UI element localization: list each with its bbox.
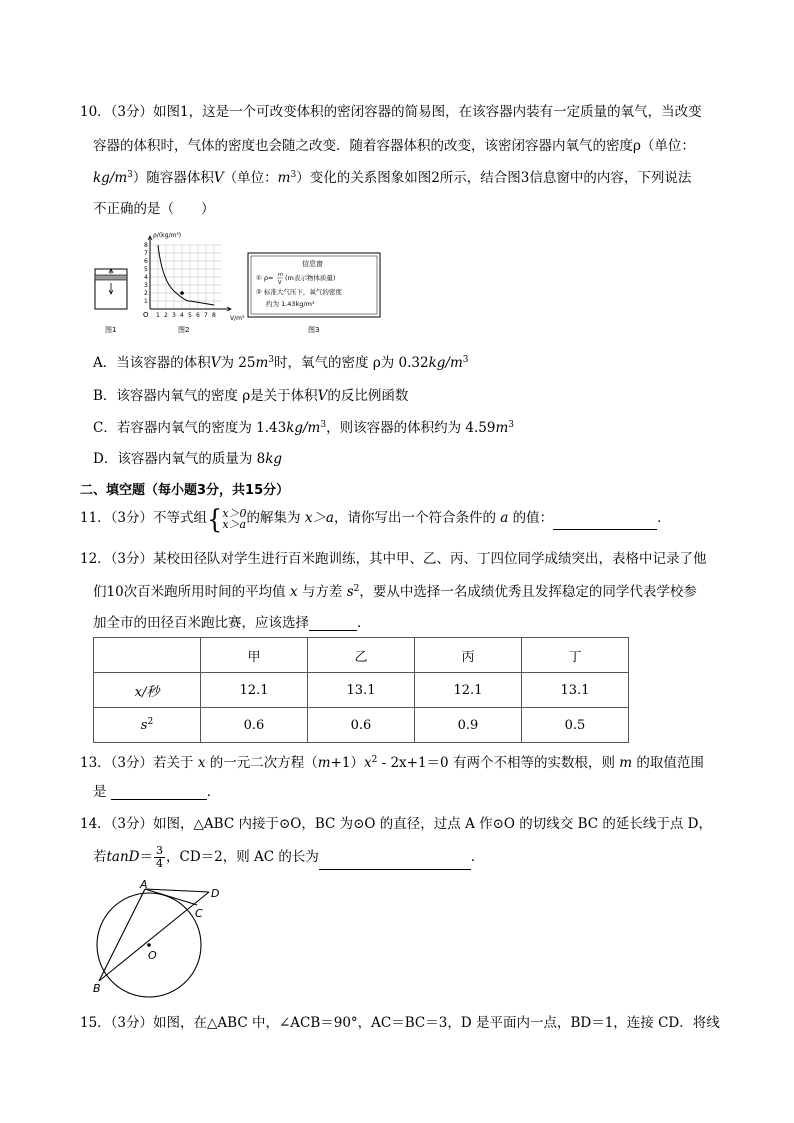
q10-option-a: A．当该容器的体积V为 $25m^3$时，氧气的密度 ρ为 $0.32kg/m^3$ [93, 355, 469, 371]
q11-answer-blank[interactable] [553, 515, 657, 530]
svg-text:3: 3 [172, 312, 176, 319]
score-table [93, 637, 629, 743]
table-cell: 13.1 [522, 673, 629, 708]
q14-line2: 若tanD＝ $\frac{3}{4}$ ，CD＝2，则 AC 的长为 ． [93, 844, 485, 870]
table-cell: $s^2$ [94, 708, 201, 743]
q10-option-d: D．该容器内氧气的质量为 8kg [93, 451, 283, 467]
table-cell: 0.6 [308, 708, 415, 743]
point-a: A [140, 878, 148, 891]
svg-text:7: 7 [144, 250, 148, 257]
q10-line2: 容器的体积时，气体的密度也会随之改变．随着容器体积的改变，该密闭容器内氧气的密度ρ（单位： [93, 138, 695, 154]
svg-text:2: 2 [144, 290, 148, 297]
table-cell: 0.9 [415, 708, 522, 743]
q11-line: 11．（3分）不等式组{x＞0 x＞a的解集为 x＞a，请你写出一个符合条件的 a 的值： ． [80, 503, 671, 534]
graph-xticks [156, 312, 216, 319]
fig3-label: 图3 [308, 326, 320, 334]
q12-line1: 12．（3分）某校田径队对学生进行百米跑训练，其中甲、乙、丙、丁四位同学成绩突出，表格中记录了他 [80, 551, 707, 567]
table-cell: 0.6 [201, 708, 308, 743]
point-b: B [93, 982, 101, 995]
svg-text:3: 3 [144, 282, 148, 289]
graph-yticks [144, 242, 148, 305]
q10-line1: 10．（3分）如图1，这是一个可改变体积的密闭容器的简易图，在该容器内装有一定质量的氧气，当改变 [80, 104, 702, 120]
info-line1a: ① ρ= [256, 274, 274, 282]
tan-fraction: $\frac{3}{4}$ [156, 844, 163, 870]
svg-text:8: 8 [144, 242, 148, 249]
graph-origin: O [143, 311, 149, 319]
table-row [94, 638, 629, 673]
table-row [94, 673, 629, 708]
point-d: D [211, 887, 220, 900]
svg-text:1: 1 [144, 298, 148, 305]
fig1-label: 图1 [105, 326, 117, 334]
svg-text:8: 8 [212, 312, 216, 319]
fig2-label: 图2 [178, 326, 190, 334]
q12-line3: 加全市的田径百米跑比赛，应该选择 ． [93, 615, 371, 631]
table-cell: x/秒 [94, 673, 201, 708]
info-frac-num: m [278, 272, 283, 278]
q13-answer-blank[interactable] [111, 785, 207, 800]
table-cell: 乙 [308, 638, 415, 673]
q13-line1: 13．（3分）若关于 x 的一元二次方程$(m+1)x^2 - 2x+1=0$ 有两个不相等的实数根，则 m 的取值范围 [80, 755, 704, 771]
svg-text:2: 2 [164, 312, 168, 319]
info-line3: 约为 1.43kg/m³ [266, 300, 315, 308]
svg-text:4: 4 [144, 274, 148, 281]
point-c: C [195, 907, 203, 920]
table-cell: 12.1 [201, 673, 308, 708]
q10-line3: $kg/m^3$）随容器体积V（单位：$m^3$）变化的关系图象如图2所示，结合图3信息窗中的内容，下列说法 [93, 170, 692, 186]
svg-text:4: 4 [180, 312, 184, 319]
svg-text:5: 5 [188, 312, 192, 319]
svg-text:5: 5 [144, 266, 148, 273]
table-cell: 甲 [201, 638, 308, 673]
q14-answer-blank[interactable] [319, 855, 471, 870]
info-line2: ② 标准大气压下，氧气的密度 [256, 288, 342, 296]
svg-text:1: 1 [156, 312, 160, 319]
q15-line1: 15．（3分）如图，在△ABC 中，∠ACB＝90°，AC＝BC＝3，D 是平面内一点，BD＝1，连接 CD．将线 [80, 1015, 720, 1031]
q14-line1: 14．（3分）如图，△ABC 内接于⊙O，BC 为⊙O 的直径，过点 A 作⊙O 的切线交 BC 的延长线于点 D， [80, 816, 712, 832]
q10-option-c: C．若容器内氧气的密度为 $1.43kg/m^3$，则该容器的体积约为 $4.59m^3$ [93, 420, 514, 436]
table-cell: 0.5 [522, 708, 629, 743]
inequality-system: x＞0 x＞a [222, 506, 247, 531]
svg-text:6: 6 [144, 258, 148, 265]
density-graph [148, 236, 231, 311]
svg-text:6: 6 [196, 312, 200, 319]
q12-answer-blank[interactable] [309, 616, 357, 631]
q12-line2: 们10次百米跑所用时间的平均值 x 与方差 $s^2$，要从中选择一名成绩优秀且发挥稳定的同学代表学校参 [93, 584, 697, 600]
section-heading: 二、填空题（每小题3分，共15分） [80, 483, 290, 498]
container-diagram [95, 269, 127, 309]
svg-text:7: 7 [204, 312, 208, 319]
table-cell: 13.1 [308, 673, 415, 708]
table-cell: 12.1 [415, 673, 522, 708]
q10-option-b: B．该容器内氧气的密度 ρ是关于体积V的反比例函数 [93, 388, 409, 404]
point-o: O [148, 949, 157, 962]
graph-ylabel: ρ/(kg/m³) [153, 232, 182, 239]
q10-figures [90, 225, 390, 340]
table-row [94, 708, 629, 743]
table-cell: 丁 [522, 638, 629, 673]
info-line1b: (m表示物体质量) [285, 274, 336, 282]
info-frac-den: V [278, 280, 282, 286]
q10-line4: 不正确的是（ ） [93, 201, 215, 217]
graph-xlabel: V/m³ [230, 315, 245, 322]
table-cell: 丙 [415, 638, 522, 673]
table-cell [94, 638, 201, 673]
q14-circle-diagram [85, 875, 235, 1000]
q13-line2: 是 ． [93, 784, 221, 800]
info-title: 信息窗 [302, 260, 323, 268]
